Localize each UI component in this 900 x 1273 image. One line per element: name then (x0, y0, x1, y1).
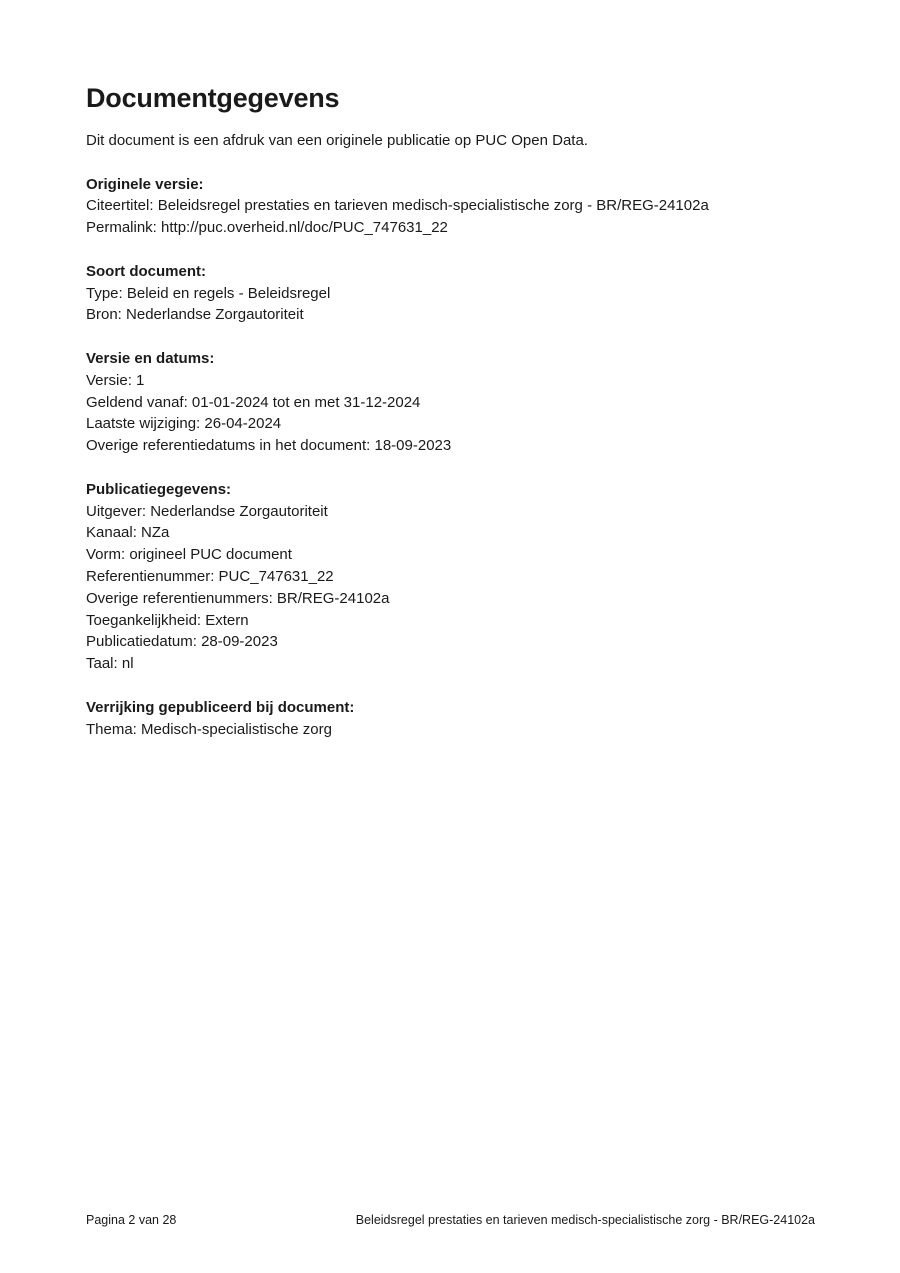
detail-line-permalink: Permalink: http://puc.overheid.nl/doc/PUC_747631_22 (86, 219, 448, 237)
section-heading: Verrijking gepubliceerd bij document: (86, 698, 355, 716)
section-soort-document (86, 261, 815, 326)
intro-text: Dit document is een afdruk van een originele publicatie op PUC Open Data. (86, 132, 588, 149)
detail-line-overige-referentienummers: Overige referentienummers: BR/REG-24102a (86, 589, 390, 607)
section-originele-versie (86, 174, 815, 239)
detail-line-thema: Thema: Medisch-specialistische zorg (86, 720, 332, 738)
footer-document-reference: Beleidsregel prestaties en tarieven medisch-specialistische zorg - BR/REG-24102a (355, 1213, 815, 1227)
detail-line-uitgever: Uitgever: Nederlandse Zorgautoriteit (86, 502, 328, 520)
detail-line-laatste-wijziging: Laatste wijziging: 26-04-2024 (86, 415, 282, 433)
page-number: Pagina 2 van 28 (86, 1213, 177, 1227)
page-title: Documentgegevens (86, 83, 340, 113)
detail-line-versie: Versie: 1 (86, 371, 145, 389)
section-heading: Soort document: (86, 262, 206, 280)
detail-line-type: Type: Beleid en regels - Beleidsregel (86, 284, 331, 302)
detail-line-toegankelijkheid: Toegankelijkheid: Extern (86, 611, 249, 629)
page-footer (86, 1212, 815, 1229)
detail-line-vorm: Vorm: origineel PUC document (86, 546, 292, 564)
page-content (86, 83, 815, 740)
detail-line-citeertitel: Citeertitel: Beleidsregel prestaties en tarieven medisch-specialistische zorg - BR/REG-24102a (86, 197, 709, 215)
section-versie-en-datums (86, 348, 815, 457)
detail-line-overige-referentiedatums: Overige referentiedatums in het document: 18-09-2023 (86, 437, 452, 455)
detail-line-kanaal: Kanaal: NZa (86, 524, 170, 542)
detail-line-bron: Bron: Nederlandse Zorgautoriteit (86, 306, 304, 324)
detail-line-publicatiedatum: Publicatiedatum: 28-09-2023 (86, 633, 278, 651)
section-heading: Publicatiegegevens: (86, 480, 232, 498)
detail-line-geldend-vanaf: Geldend vanaf: 01-01-2024 tot en met 31-12-2024 (86, 393, 421, 411)
detail-line-taal: Taal: nl (86, 655, 134, 673)
section-heading: Versie en datums: (86, 349, 215, 367)
detail-line-referentienummer: Referentienummer: PUC_747631_22 (86, 567, 334, 585)
section-heading: Originele versie: (86, 175, 204, 193)
section-verrijking (86, 697, 815, 741)
section-publicatiegegevens (86, 479, 815, 675)
